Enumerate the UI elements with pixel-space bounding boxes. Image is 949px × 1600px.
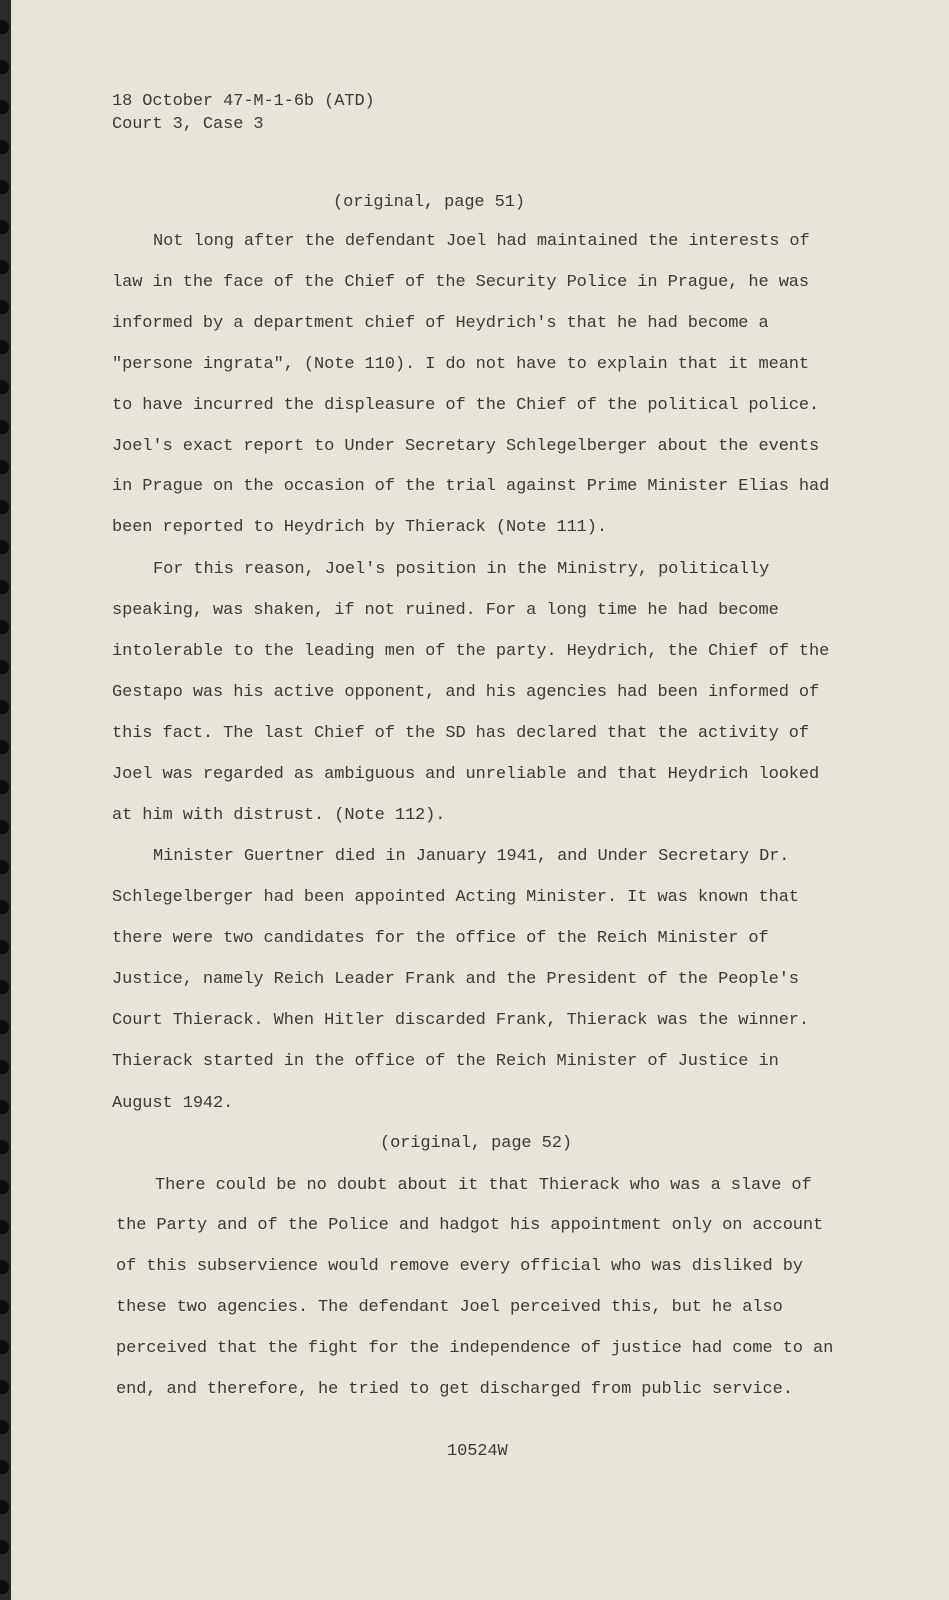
binding-hole: [0, 1020, 9, 1034]
binding-hole: [0, 1300, 9, 1314]
text-line: in Prague on the occasion of the trial against Prime Minister Elias had: [112, 477, 830, 496]
binding-hole: [0, 980, 9, 994]
text-line: Joel's exact report to Under Secretary Schlegelberger about the events: [112, 437, 820, 456]
binding-hole: [0, 140, 9, 154]
header-line: 18 October 47-M-1-6b (ATD): [112, 92, 375, 111]
header-line: Court 3, Case 3: [112, 115, 264, 134]
text-line: August 1942.: [112, 1094, 234, 1113]
text-line: speaking, was shaken, if not ruined. For a long time he had become: [112, 601, 779, 620]
binding-hole: [0, 420, 9, 434]
binding-hole: [0, 1340, 9, 1354]
text-line: the Party and of the Police and hadgot his appointment only on account: [116, 1216, 824, 1235]
text-line: informed by a department chief of Heydrich's that he had become a: [112, 314, 769, 333]
binding-hole: [0, 300, 9, 314]
text-line: these two agencies. The defendant Joel perceived this, but he also: [116, 1298, 783, 1317]
binding-hole: [0, 500, 9, 514]
binding-hole: [0, 1100, 9, 1114]
text-line: Court Thierack. When Hitler discarded Frank, Thierack was the winner.: [112, 1011, 810, 1030]
text-line: end, and therefore, he tried to get discharged from public service.: [116, 1380, 793, 1399]
text-line: this fact. The last Chief of the SD has declared that the activity of: [112, 724, 810, 743]
text-line: at him with distrust. (Note 112).: [112, 806, 446, 825]
text-line: intolerable to the leading men of the party. Heydrich, the Chief of the: [112, 642, 830, 661]
binding-hole: [0, 740, 9, 754]
binding-hole: [0, 940, 9, 954]
binding-hole: [0, 1580, 9, 1594]
text-line: law in the face of the Chief of the Security Police in Prague, he was: [112, 273, 810, 292]
page-number: 10524W: [447, 1442, 508, 1461]
binding-hole: [0, 700, 9, 714]
binding-hole: [0, 660, 9, 674]
text-line: There could be no doubt about it that Thierack who was a slave of: [155, 1176, 812, 1195]
binding-hole: [0, 780, 9, 794]
text-line: For this reason, Joel's position in the Ministry, politically: [153, 560, 770, 579]
text-line: been reported to Heydrich by Thierack (Note 111).: [112, 518, 607, 537]
text-line: Gestapo was his active opponent, and his agencies had been informed of: [112, 683, 820, 702]
binding-hole: [0, 1460, 9, 1474]
page-heading: (original, page 52): [380, 1134, 572, 1153]
binding-hole: [0, 260, 9, 274]
binding-hole: [0, 1500, 9, 1514]
text-line: to have incurred the displeasure of the Chief of the political police.: [112, 396, 820, 415]
text-line: Not long after the defendant Joel had maintained the interests of: [153, 232, 810, 251]
binding-hole: [0, 1180, 9, 1194]
binding-hole: [0, 100, 9, 114]
text-line: of this subservience would remove every official who was disliked by: [116, 1257, 803, 1276]
binding-hole: [0, 1420, 9, 1434]
text-line: there were two candidates for the office of the Reich Minister of: [112, 929, 769, 948]
binding-strip: [0, 0, 11, 1600]
binding-hole: [0, 180, 9, 194]
binding-hole: [0, 460, 9, 474]
binding-hole: [0, 900, 9, 914]
binding-hole: [0, 220, 9, 234]
text-line: Joel was regarded as ambiguous and unreliable and that Heydrich looked: [112, 765, 820, 784]
binding-hole: [0, 1540, 9, 1554]
text-line: Minister Guertner died in January 1941, and Under Secretary Dr.: [153, 847, 790, 866]
binding-hole: [0, 620, 9, 634]
binding-hole: [0, 20, 9, 34]
binding-hole: [0, 860, 9, 874]
text-line: Thierack started in the office of the Reich Minister of Justice in: [112, 1052, 779, 1071]
page-heading: (original, page 51): [333, 193, 525, 212]
binding-hole: [0, 340, 9, 354]
binding-hole: [0, 1380, 9, 1394]
text-line: Justice, namely Reich Leader Frank and the President of the People's: [112, 970, 799, 989]
binding-hole: [0, 380, 9, 394]
binding-hole: [0, 60, 9, 74]
binding-hole: [0, 1060, 9, 1074]
binding-hole: [0, 580, 9, 594]
binding-hole: [0, 1140, 9, 1154]
text-line: perceived that the fight for the independence of justice had come to an: [116, 1339, 834, 1358]
binding-hole: [0, 1220, 9, 1234]
binding-hole: [0, 540, 9, 554]
binding-hole: [0, 1260, 9, 1274]
text-line: Schlegelberger had been appointed Acting Minister. It was known that: [112, 888, 799, 907]
binding-hole: [0, 820, 9, 834]
text-line: "persone ingrata", (Note 110). I do not have to explain that it meant: [112, 355, 810, 374]
